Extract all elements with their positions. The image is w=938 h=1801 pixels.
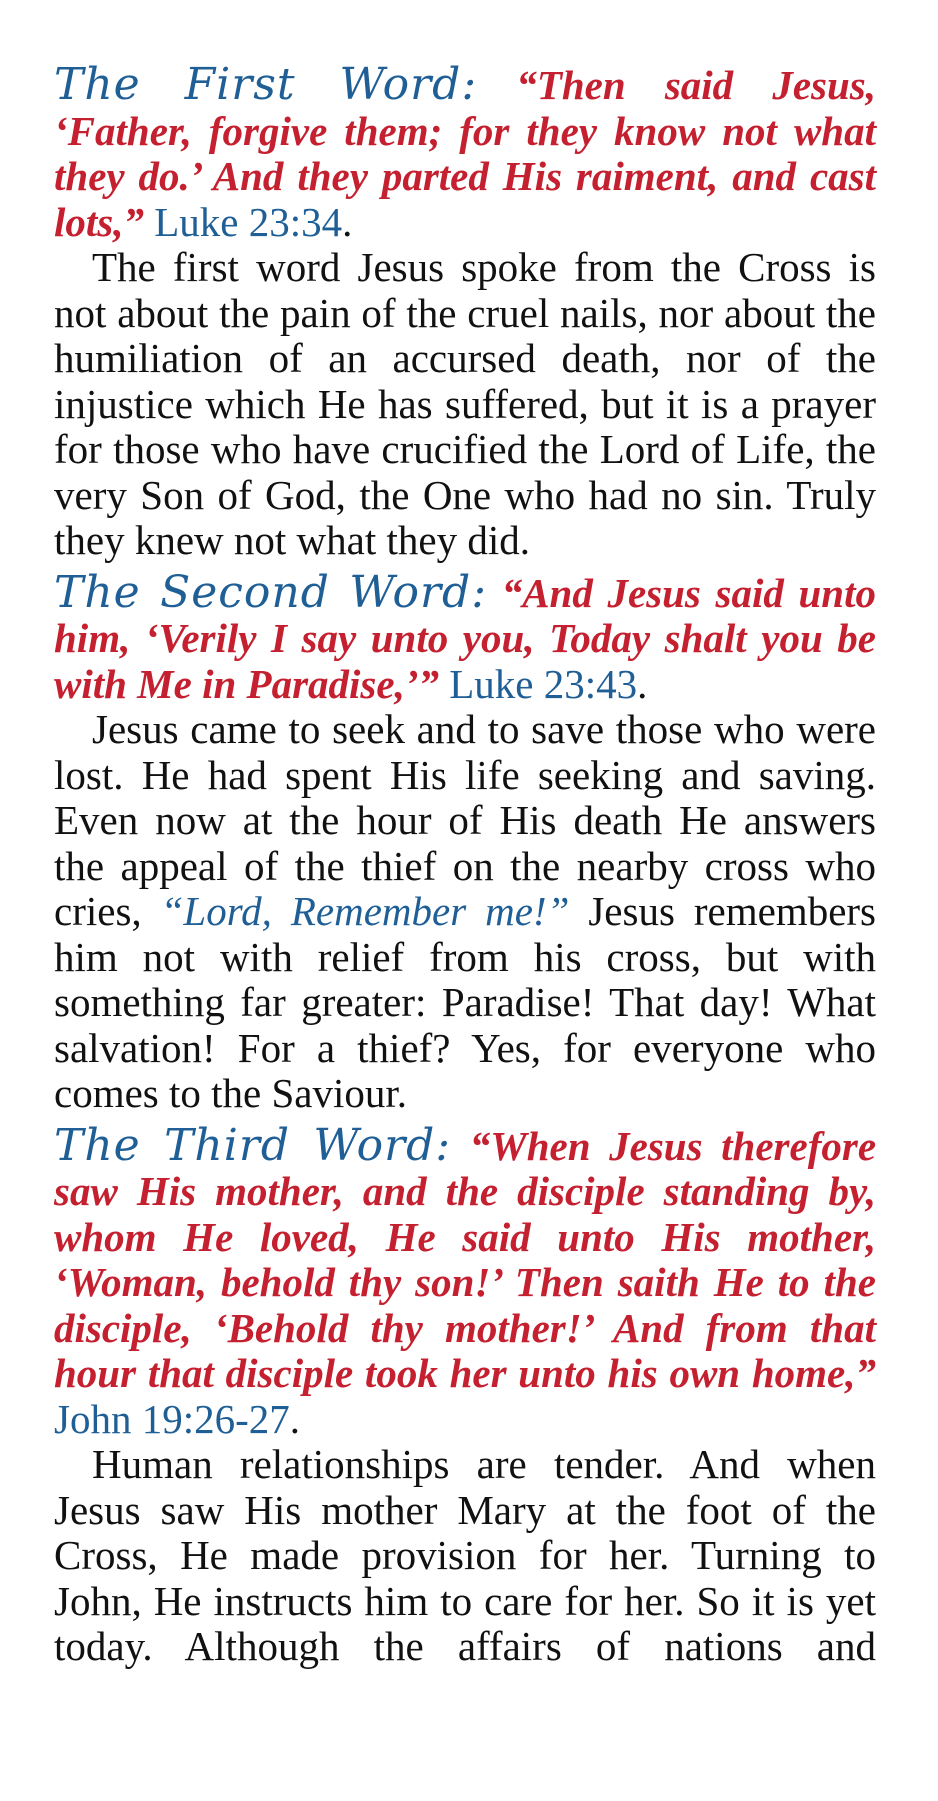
document-content <box>54 59 877 1676</box>
scripture-reference: Luke 23:34 <box>154 198 343 245</box>
scripture-reference: John 19:26-27 <box>54 1395 290 1442</box>
section-body <box>54 707 876 1117</box>
section-body: The first word Jesus spoke from the Cross is not about the pain of the cruel nails, nor about the humiliation of an accursed death, nor of the injustice which He has suffered, but it is a prayer for those who have crucified the Lord of Life, the very Son of God, the One who had no sin. Truly they knew not what they did. <box>54 244 876 563</box>
scripture-reference: Luke 23:43 <box>449 660 638 707</box>
body-text-after: Jesus remembers him not with relief from his cross, but with something far greater: Paradise! That day! What salvation! For a thief? Yes, for everyone who comes to the Saviour. <box>54 888 876 1116</box>
scripture-quote: “Then said Jesus, ‘Father, forgive them; for they know not what they do.’ And they parted His raiment, and cast lots,” <box>54 62 876 245</box>
section-title: The Third Word: <box>54 1119 452 1171</box>
section-second-word <box>54 566 876 1117</box>
heading-period: . <box>289 1395 300 1442</box>
section-title: The First Word: <box>54 59 478 110</box>
section-heading <box>54 59 876 245</box>
section-first-word <box>54 59 876 564</box>
heading-period: . <box>637 660 648 707</box>
section-third-word <box>54 1119 877 1670</box>
body-text-before: Jesus came to seek and to save those who were lost. He had spent His life seeking and saving. Even now at the hour of His death He answers the appeal of the thief on the nearby cross who cries, <box>54 706 876 934</box>
section-heading <box>54 1119 877 1443</box>
section-title: The Second Word: <box>54 566 488 618</box>
section-heading <box>54 566 876 708</box>
section-body: Human relationships are tender. And when Jesus saw His mother Mary at the foot of the Cross, He made provision for her. Turning to John, He instructs him to care for her. So it is yet today. Although the affairs of nations and <box>54 1441 876 1669</box>
heading-period: . <box>342 198 353 245</box>
scripture-quote: “And Jesus said unto him, ‘Verily I say unto you, Today shalt you be with Me in Paradise,’” <box>54 569 876 707</box>
thief-quote: “Lord, Remember me!” <box>160 888 570 934</box>
scripture-quote: “When Jesus therefore saw His mother, and the disciple standing by, whom He loved, He said unto His mother, ‘Woman, behold thy son!’ Then saith He to the disciple, ‘Behold thy mother!’ And from that hour that disciple took her unto his own home,” <box>54 1122 877 1396</box>
